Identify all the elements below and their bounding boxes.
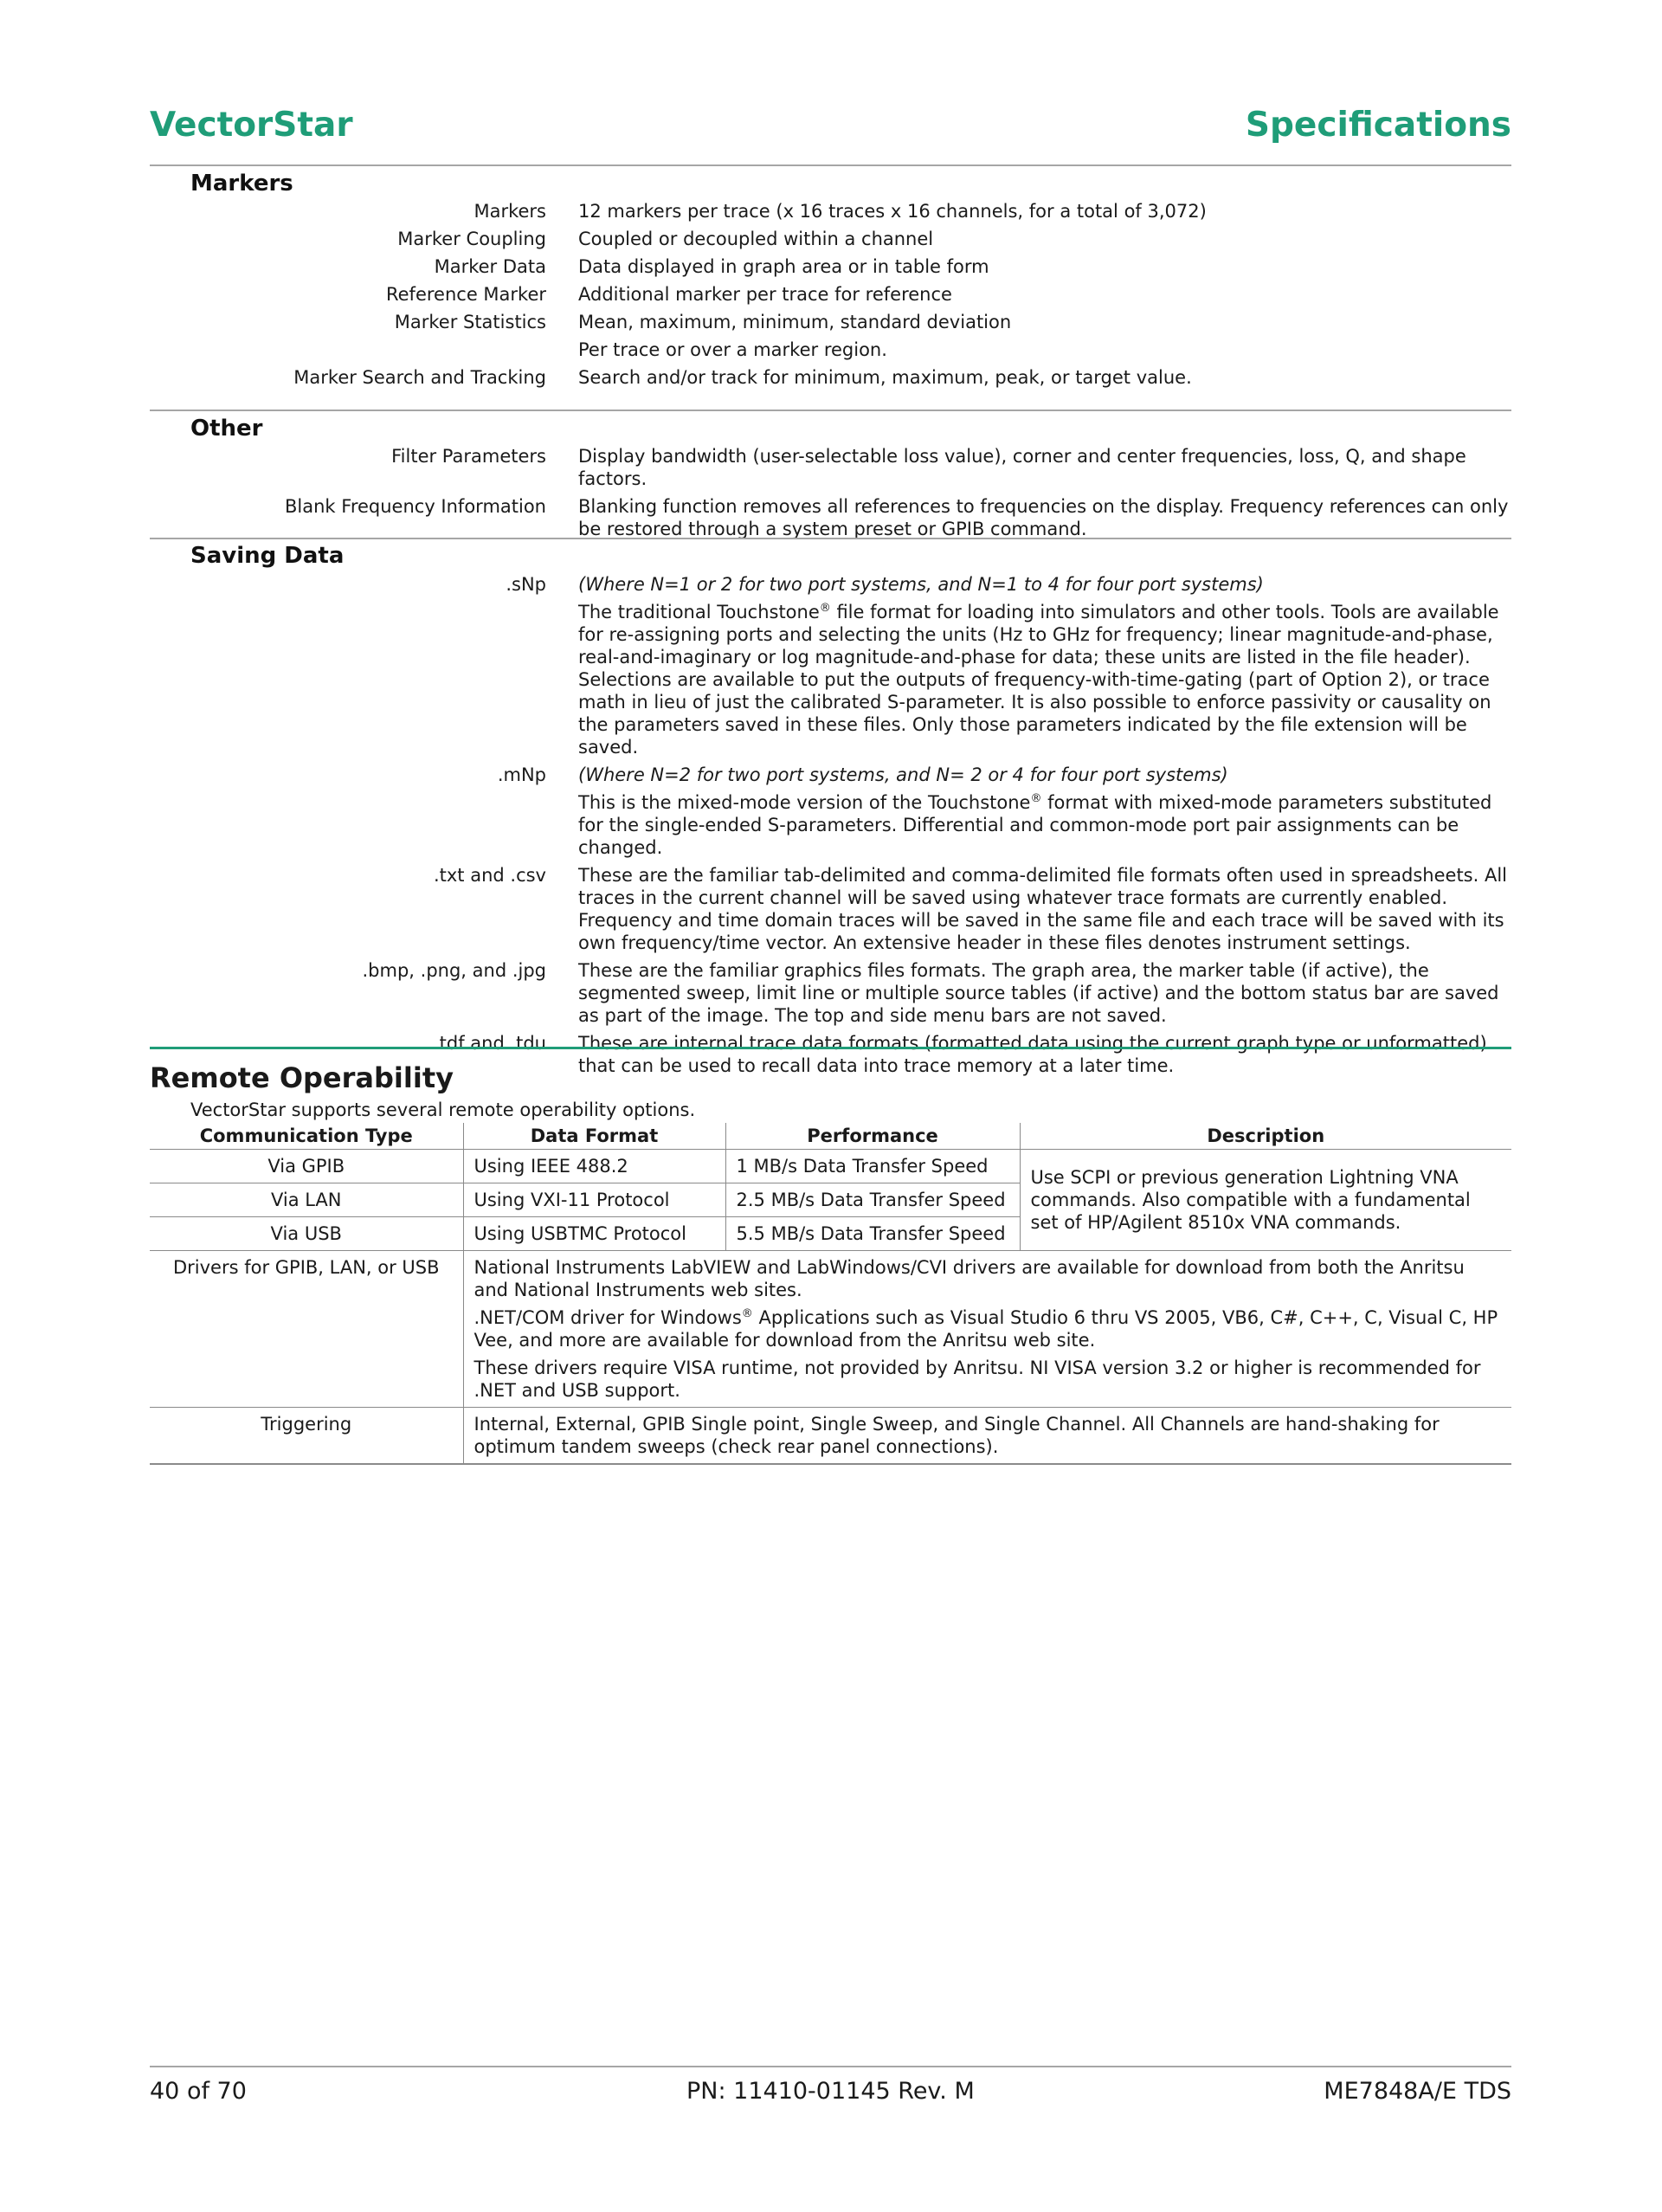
table-cell: Via LAN [150,1183,463,1217]
table-cell: Via GPIB [150,1150,463,1183]
spec-value: These are internal trace data formats (formatted data using the current graph type or unformatted) that can be used to recall data into trace memory at a later time. [578,1033,1487,1076]
spec-label: Marker Coupling [397,229,546,249]
spec-value: These are the familiar graphics files formats. The graph area, the marker table (if active), the segmented sweep, limit line or multiple source tables (if active) and the bottom status bar are saved as part of the image. The top and side menu bars are not saved. [578,960,1499,1026]
table-cell: Triggering [150,1408,463,1465]
spec-row [150,495,1511,540]
spec-label: .bmp, .png, and .jpg [362,960,546,981]
spec-label: Blank Frequency Information [285,496,546,517]
spec-row [150,283,1511,306]
spec-value [578,573,1511,758]
footer-divider [150,2066,1511,2067]
spec-label: .sNp [506,574,546,595]
section-divider-accent [150,1047,1511,1049]
spec-row [150,228,1511,250]
table-cell: 5.5 MB/s Data Transfer Speed [725,1217,1020,1251]
table-row [150,1408,1511,1465]
spec-value: Additional marker per trace for reference [578,284,952,305]
spec-label: .txt and .csv [433,865,546,886]
spec-label: .tdf and .tdu [433,1033,546,1054]
column-header: Communication Type [150,1123,463,1150]
spec-row [150,959,1511,1027]
spec-note: (Where N=1 or 2 for two port systems, and N=1 to 4 for four port systems) [578,574,1264,595]
spec-row [150,255,1511,278]
spec-value: 12 markers per trace (x 16 traces x 16 channels, for a total of 3,072) [578,201,1207,222]
page-number: 40 of 70 [150,2078,247,2105]
spec-note: (Where N=2 for two port systems, and N= 2 or 4 for four port systems) [578,764,1228,785]
spec-row [150,311,1511,361]
saving-spec-list [150,573,1511,1082]
table-cell-description: Use SCPI or previous generation Lightning VNA commands. Also compatible with a fundamental set of HP/Agilent 8510x VNA commands. [1020,1150,1511,1251]
saving-data-heading: Saving Data [190,543,345,569]
markers-spec-list [150,200,1511,394]
document-id: ME7848A/E TDS [1324,2078,1511,2105]
spec-label: Marker Data [434,256,546,277]
column-header: Performance [725,1123,1020,1150]
spec-value: Mean, maximum, minimum, standard deviation Per trace or over a marker region. [578,312,1012,360]
other-heading: Other [190,416,263,442]
remote-intro-text: VectorStar supports several remote operability options. [190,1100,696,1120]
column-header: Description [1020,1123,1511,1150]
spec-value: Coupled or decoupled within a channel [578,229,934,249]
spec-row [150,445,1511,490]
spec-label: Marker Search and Tracking [293,367,546,388]
table-cell: Using VXI-11 Protocol [463,1183,725,1217]
table-cell: Using IEEE 488.2 [463,1150,725,1183]
markers-heading: Markers [190,171,293,197]
spec-value: Search and/or track for minimum, maximum, peak, or target value. [578,367,1192,388]
spec-value: These are the familiar tab-delimited and comma-delimited file formats often used in spreadsheets. All traces in the current channel will be saved using whatever trace formats are currently enabled. Frequency and time domain traces will be saved in the same file and each trace will be saved with its own frequency/time vector. An extensive header in these files denotes instrument settings. [578,865,1508,953]
spec-label: Reference Marker [385,284,546,305]
spec-label: .mNp [497,764,546,785]
header-divider [150,164,1511,166]
spec-text: This is the mixed-mode version of the Touchstone® format with mixed-mode parameters substituted for the single-ended S-parameters. Differential and common-mode port pair assignments can be changed. [578,792,1492,858]
table-cell: Using USBTMC Protocol [463,1217,725,1251]
column-header: Data Format [463,1123,725,1150]
spec-row [150,366,1511,389]
table-header-row [150,1123,1511,1150]
table-cell: 2.5 MB/s Data Transfer Speed [725,1183,1020,1217]
remote-operability-heading: Remote Operability [150,1061,454,1094]
spec-row [150,200,1511,222]
other-spec-list [150,445,1511,545]
section-divider [150,538,1511,539]
remote-operability-table [150,1123,1511,1465]
table-row [150,1150,1511,1183]
page-header [150,106,1511,158]
table-cell: Via USB [150,1217,463,1251]
table-row [150,1251,1511,1408]
spec-value [578,764,1511,859]
spec-row [150,864,1511,954]
spec-label: Markers [473,201,546,222]
table-cell: National Instruments LabVIEW and LabWindows/CVI drivers are available for download from both the Anritsu and National Instruments web sites. .NET/COM driver for Windows® Applications such as Visual Studio 6 thru VS 2005, VB6, C#, C++, C, Visual C, HP Vee, and more are available for download from the Anritsu web site. These drivers require VISA runtime, not provided by Anritsu. NI VISA version 3.2 or higher is recommended for .NET and USB support. [463,1251,1511,1408]
spec-label: Filter Parameters [391,446,546,467]
table-cell: Drivers for GPIB, LAN, or USB [150,1251,463,1408]
spec-value: Display bandwidth (user-selectable loss value), corner and center frequencies, loss, Q, and shape factors. [578,446,1466,489]
spec-row [150,764,1511,859]
table-cell: Internal, External, GPIB Single point, Single Sweep, and Single Channel. All Channels are hand-shaking for optimum tandem sweeps (check rear panel connections). [463,1408,1511,1465]
table-cell: 1 MB/s Data Transfer Speed [725,1150,1020,1183]
spec-text: The traditional Touchstone® file format for loading into simulators and other tools. Tools are available for re-assigning ports and selecting the units (Hz to GHz for frequency; linear magnitude-and-phase, real-and-imaginary or log magnitude-and-phase for data; these units are listed in the file header). Selections are available to put the outputs of frequency-with-time-gating (part of Option 2), or trace math in lieu of just the calibrated S-parameter. It is also possible to enforce passivity or causality on the parameters saved in these files. Only those parameters indicated by the file extension will be saved. [578,602,1499,758]
section-title: Specifications [1245,106,1511,145]
brand-title: VectorStar [150,106,353,145]
spec-value: Blanking function removes all references to frequencies on the display. Frequency references can only be restored through a system preset or GPIB command. [578,496,1509,539]
spec-value: Data displayed in graph area or in table form [578,256,989,277]
spec-row [150,573,1511,758]
spec-label: Marker Statistics [394,312,546,332]
section-divider [150,410,1511,411]
part-number: PN: 11410-01145 Rev. M [686,2078,975,2105]
